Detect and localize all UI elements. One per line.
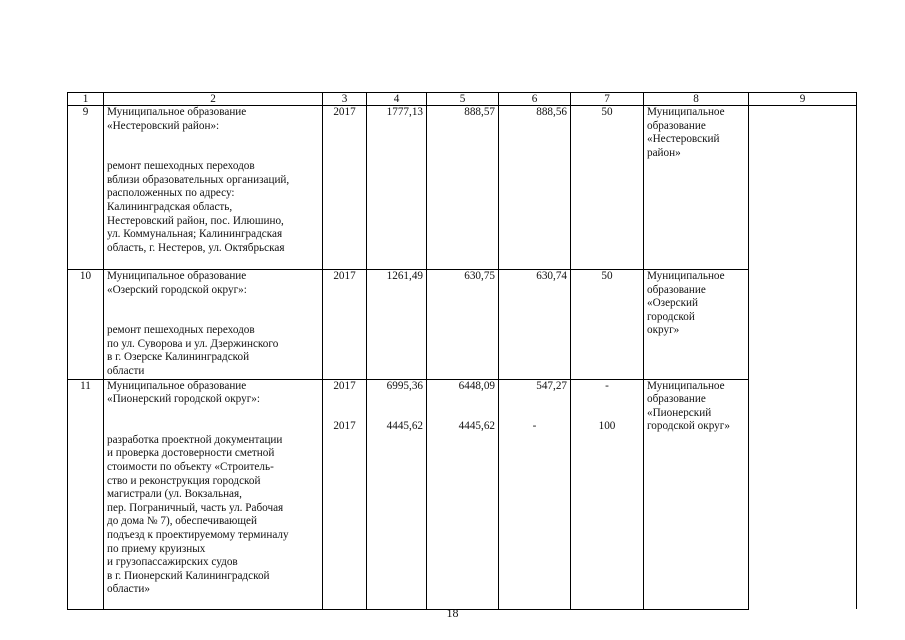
percent-cell — [571, 379, 644, 609]
regional-amount-sub: - — [532, 420, 537, 433]
regional-amount: 547,27 — [536, 379, 567, 392]
year-total: 2017 — [333, 379, 356, 392]
work-description: разработка проектной документации и проверка достоверности сметной стоимости по объекту «Строитель- ство и реконструкция городской магистрали (ул. Вокзальная, пер. Пограничный, часть ул. Рабочая до дома № 7), обеспечивающей подъезд к проектируемому терминалу по приему круизных и грузопассажирских судов в г. Пионерский Калининградской области» — [107, 433, 289, 596]
header-cell-3: 3 — [323, 93, 367, 106]
federal-cell: 888,57 — [427, 106, 499, 270]
regional-cell: 888,56 — [499, 106, 571, 270]
regional-cell — [499, 379, 571, 609]
recipient-cell — [644, 379, 749, 609]
municipality-title: Муниципальное образование «Озерский городской округ»: — [107, 270, 247, 296]
recipient-text: Муниципальное образование «Пионерский городской округ» — [647, 379, 730, 433]
total-amount: 6995,36 — [386, 379, 423, 392]
federal-amount: 6448,09 — [458, 379, 495, 392]
year-cell — [323, 379, 367, 609]
recipient-text: Муниципальное образование «Нестеровский район» — [647, 106, 725, 159]
header-row — [68, 93, 857, 106]
header-cell-2: 2 — [104, 93, 323, 106]
object-description — [104, 106, 323, 270]
page-number: 18 — [446, 606, 459, 620]
total-cell: 1261,49 — [367, 270, 427, 380]
header-cell-7: 7 — [571, 93, 644, 106]
percent-cell: 50 — [571, 270, 644, 380]
recipient-cell — [644, 106, 749, 270]
recipient-text: Муниципальное образование «Озерский городской округ» — [647, 270, 725, 337]
object-description — [104, 270, 323, 380]
header-cell-4: 4 — [367, 93, 427, 106]
row-number: 9 — [68, 106, 104, 270]
total-cell: 1777,13 — [367, 106, 427, 270]
row-number: 11 — [68, 379, 104, 609]
work-description: ремонт пешеходных переходов вблизи образовательных организаций, расположенных по адресу: Калининградская область, Нестеровский район, пос. Илюшино, ул. Коммунальная; Калининградская область, г. Нестеров, ул. Октябрьская — [107, 160, 290, 254]
year-sub: 2017 — [333, 420, 356, 433]
year-cell: 2017 — [323, 106, 367, 270]
program-table — [67, 92, 857, 610]
percent-cell: 50 — [571, 106, 644, 270]
percent-value: - — [605, 379, 609, 392]
work-description: ремонт пешеходных переходов по ул. Суворова и ул. Дзержинского в г. Озерске Калининградской области — [107, 324, 279, 377]
table-row — [68, 270, 857, 380]
header-cell-1: 1 — [68, 93, 104, 106]
column-9-cell — [749, 106, 857, 610]
row-number: 10 — [68, 270, 104, 380]
municipality-title: Муниципальное образование «Пионерский городской округ»: — [107, 379, 261, 406]
federal-cell: 630,75 — [427, 270, 499, 380]
total-cell — [367, 379, 427, 609]
table-row — [68, 106, 857, 270]
header-cell-9: 9 — [749, 93, 857, 106]
object-description — [104, 379, 323, 609]
federal-cell — [427, 379, 499, 609]
total-amount-sub: 4445,62 — [386, 420, 423, 433]
table-row — [68, 379, 857, 609]
percent-value-sub: 100 — [598, 420, 616, 433]
header-cell-5: 5 — [427, 93, 499, 106]
municipality-title: Муниципальное образование «Нестеровский район»: — [107, 106, 247, 132]
header-cell-6: 6 — [499, 93, 571, 106]
header-cell-8: 8 — [644, 93, 749, 106]
federal-amount-sub: 4445,62 — [458, 420, 495, 433]
year-cell: 2017 — [323, 270, 367, 380]
regional-cell: 630,74 — [499, 270, 571, 380]
recipient-cell — [644, 270, 749, 380]
